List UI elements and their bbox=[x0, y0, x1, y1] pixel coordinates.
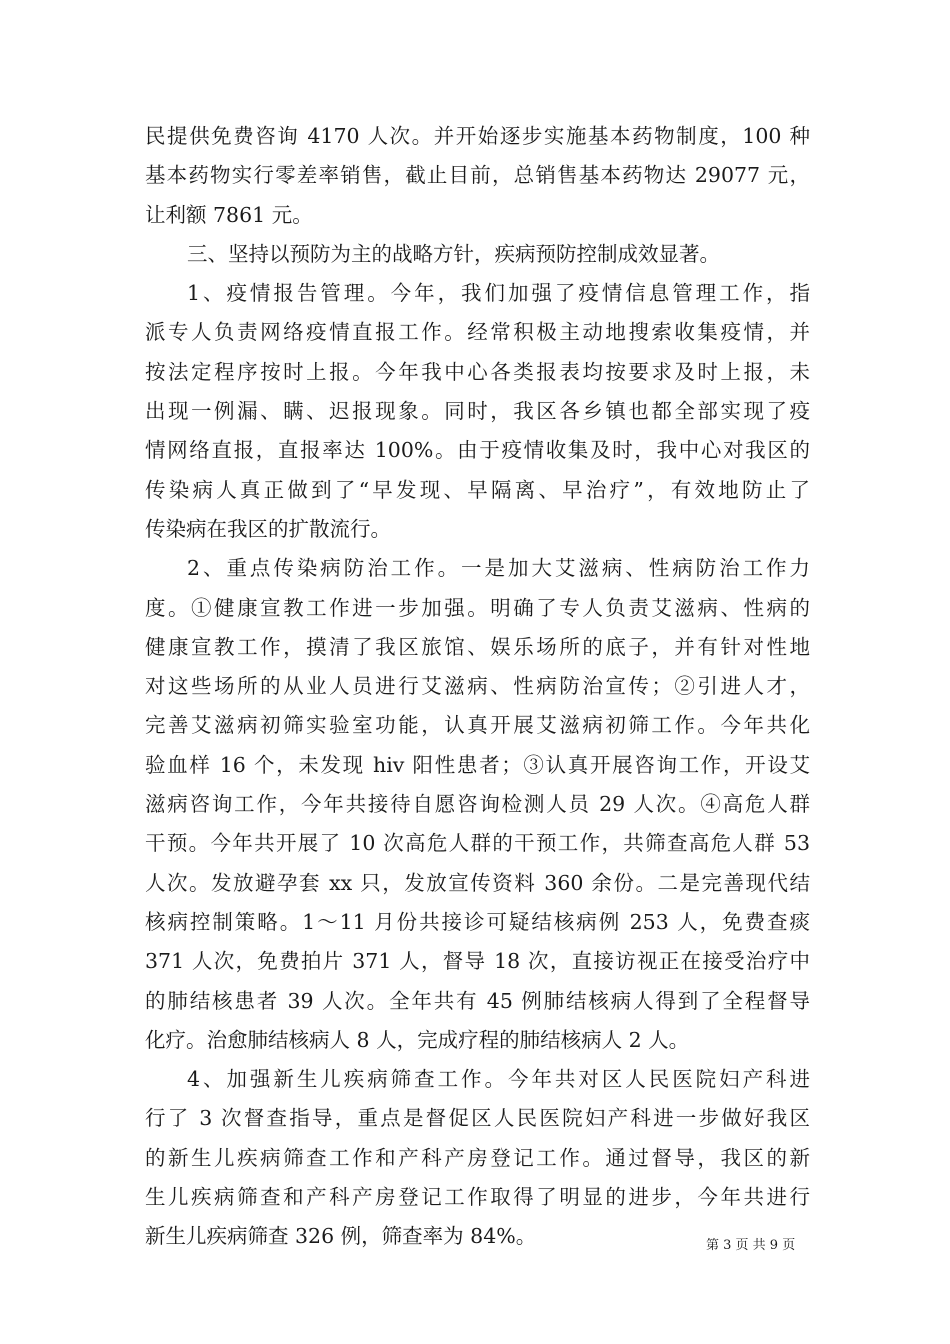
text-line: 的新生儿疾病筛查工作和产科产房登记工作。通过督导，我区的新 bbox=[145, 1145, 810, 1170]
text-line: 新生儿疾病筛查 326 例，筛查率为 84%。 bbox=[145, 1224, 537, 1249]
text-line: 371 人次，免费拍片 371 人，督导 18 次，直接访视正在接受治疗中 bbox=[145, 949, 810, 974]
text-line: 基本药物实行零差率销售，截止目前，总销售基本药物达 29077 元， bbox=[145, 163, 810, 188]
text-line: 1、疫情报告管理。今年，我们加强了疫情信息管理工作，指 bbox=[187, 281, 810, 306]
text-line: 滋病咨询工作，今年共接待自愿咨询检测人员 29 人次。④高危人群 bbox=[145, 792, 810, 817]
text-line: 对这些场所的从业人员进行艾滋病、性病防治宣传；②引进人才， bbox=[145, 674, 810, 699]
text-line: 民提供免费咨询 4170 人次。并开始逐步实施基本药物制度，100 种 bbox=[145, 124, 810, 148]
text-line: 干预。今年共开展了 10 次高危人群的干预工作，共筛查高危人群 53 bbox=[145, 831, 810, 856]
text-line: 4、加强新生儿疾病筛查工作。今年共对区人民医院妇产科进 bbox=[187, 1067, 810, 1092]
document-body bbox=[145, 117, 810, 1257]
text-line: 生儿疾病筛查和产科产房登记工作取得了明显的进步，今年共进行 bbox=[145, 1185, 810, 1210]
text-line: 让利额 7861 元。 bbox=[145, 202, 313, 227]
text-line: 行了 3 次督查指导，重点是督促区人民医院妇产科进一步做好我区 bbox=[145, 1106, 810, 1131]
text-line: 健康宣教工作，摸清了我区旅馆、娱乐场所的底子，并有针对性地 bbox=[145, 634, 810, 659]
text-line: 按法定程序按时上报。今年我中心各类报表均按要求及时上报，未 bbox=[145, 359, 810, 384]
text-line: 人次。发放避孕套 xx 只，发放宣传资料 360 余份。二是完善现代结 bbox=[145, 870, 810, 895]
text-line: 传染病人真正做到了“早发现、早隔离、早治疗”，有效地防止了 bbox=[145, 477, 810, 502]
text-line: 完善艾滋病初筛实验室功能，认真开展艾滋病初筛工作。今年共化 bbox=[145, 713, 810, 738]
text-line: 核病控制策略。1～11 月份共接诊可疑结核病例 253 人，免费查痰 bbox=[145, 909, 810, 934]
page-number: 第 3 页 共 9 页 bbox=[706, 1238, 796, 1253]
text-line: 验血样 16 个，未发现 hiv 阳性患者；③认真开展咨询工作，开设艾 bbox=[145, 752, 810, 777]
text-line: 传染病在我区的扩散流行。 bbox=[145, 516, 391, 541]
text-line: 度。①健康宣教工作进一步加强。明确了专人负责艾滋病、性病的 bbox=[145, 595, 810, 620]
text-line: 的肺结核患者 39 人次。全年共有 45 例肺结核病人得到了全程督导 bbox=[145, 988, 810, 1013]
text-line: 情网络直报，直报率达 100%。由于疫情收集及时，我中心对我区的 bbox=[145, 438, 810, 463]
text-line: 化疗。治愈肺结核病人 8 人，完成疗程的肺结核病人 2 人。 bbox=[145, 1027, 690, 1052]
text-line: 2、重点传染病防治工作。一是加大艾滋病、性病防治工作力 bbox=[187, 556, 810, 581]
text-line: 出现一例漏、瞒、迟报现象。同时，我区各乡镇也都全部实现了疫 bbox=[145, 399, 810, 424]
text-line: 派专人负责网络疫情直报工作。经常积极主动地搜索收集疫情，并 bbox=[145, 320, 810, 345]
text-line: 三、坚持以预防为主的战略方针，疾病预防控制成效显著。 bbox=[187, 241, 720, 266]
